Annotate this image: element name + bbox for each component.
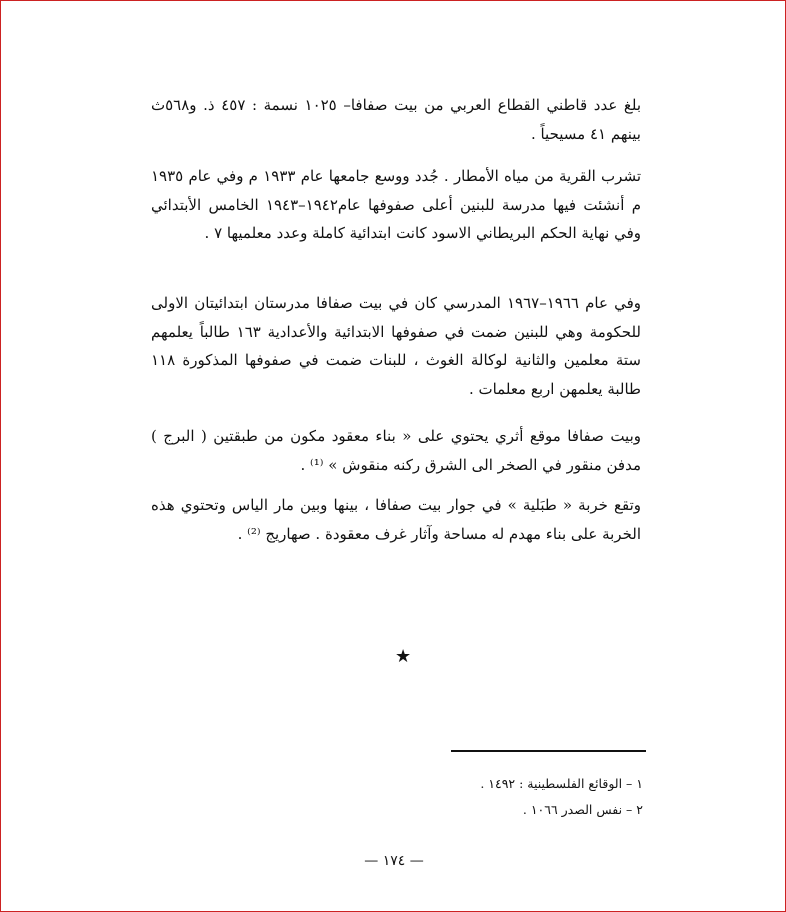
paragraph-text: تشرب القرية من مياه الأمطار . جُدد ووسع جامعها عام ١٩٣٣ م وفي عام ١٩٣٥ م أنشئت فيها مدرسة للبنين أعلى صفوفها عام١٩٤٢–١٩٤٣ الخامس الأبتدائي وفي نهاية الحكم البريطاني الاسود كانت ابتدائية كاملة وعدد معلميها ٧ . [151, 167, 642, 242]
paragraph-text: وبيت صفافا موقع أثري يحتوي على « بناء معقود مكون من طبقتين ( البرج ) مدفن منقور في الصخر الى الشرق ركنه منقوش » ⁽¹⁾ . [151, 427, 641, 474]
paragraph-schools [151, 289, 641, 403]
paragraph-text: وتقع خربة « طبَلية » في جوار بيت صفافا ، بينها وبين مار الياس وتحتوي هذه الخربة على بناء مهدم له مساحة وآثار غرف معقودة . صهاريج ⁽²⁾ . [151, 496, 641, 543]
paragraph-text: وفي عام ١٩٦٦–١٩٦٧ المدرسي كان في بيت صفافا مدرستان ابتدائيتان الاولى للحكومة وهي للبنين ضمت في صفوفها الابتدائية والأعدادية ١٦٣ طالباً يعلمهم ستة معلمين والثانية لوكالة الغوث ، للبنات ضمت في صفوفها المذكورة ١١٨ طالبة يعلمهن اربع معلمات . [151, 294, 641, 398]
footnote-1: ١ – الوقائع الفلسطينية : ١٤٩٢ . [480, 776, 643, 791]
paragraph-text: بلغ عدد قاطني القطاع العربي من بيت صفافا– ١٠٢٥ نسمة : ٤٥٧ ذ. و٥٦٨ث بينهم ٤١ مسيحياً . [151, 96, 642, 143]
footnotes [381, 771, 643, 823]
footnote-divider [451, 750, 646, 752]
paragraph-khirbet [151, 491, 641, 548]
footnote-2: ٢ – نفس الصدر ١٠٦٦ . [522, 802, 643, 817]
paragraph-archaeology [151, 422, 641, 479]
star-separator-icon: ★ [395, 646, 412, 667]
paragraph-population [151, 91, 641, 148]
paragraph-water-mosque [151, 162, 641, 248]
page-number: — ١٧٤ — [364, 853, 424, 869]
